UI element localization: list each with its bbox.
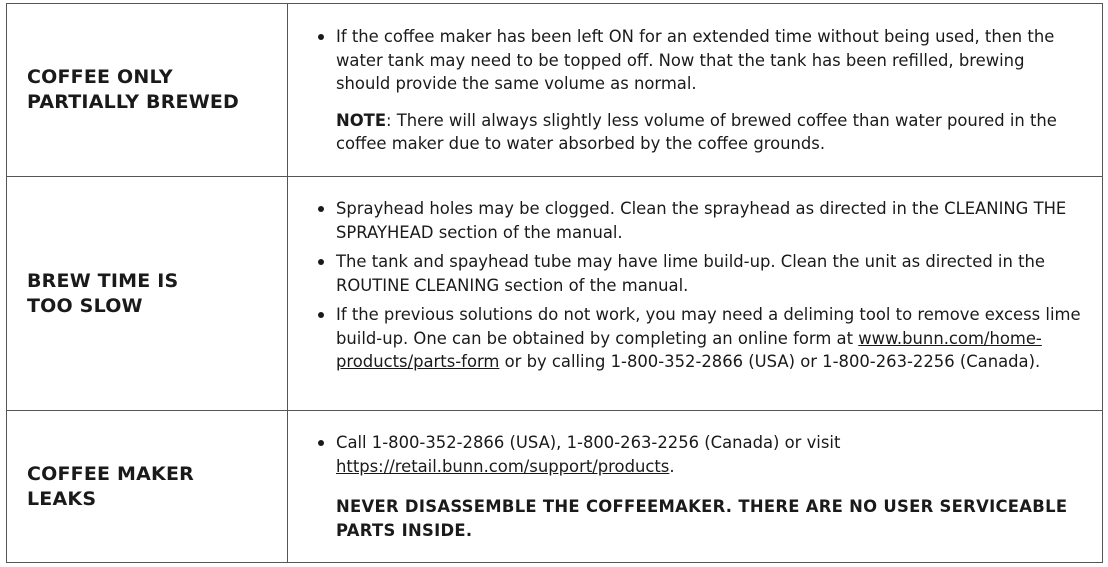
solution-list — [316, 431, 1082, 478]
bullet-text: or by calling 1-800-352-2866 (USA) or 1-800-263-2256 (Canada). — [499, 352, 1041, 371]
solution-cell — [288, 411, 1102, 562]
warning-text: NEVER DISASSEMBLE THE COFFEEMAKER. THERE ARE NO USER SERVICEABLE PARTS INSIDE. — [336, 497, 1068, 540]
solution-bullet — [316, 431, 1082, 478]
table-row-leaks — [7, 411, 1102, 562]
problem-label-line1: BREW TIME IS — [27, 269, 179, 292]
table-row-brew-time-slow — [7, 177, 1102, 411]
bullet-text: If the previous solutions do not work, you may need a deliming tool to remove excess lime build-up. One can be obtained by completing an online form at — [336, 305, 1081, 348]
bullet-text: . — [669, 456, 675, 476]
problem-cell — [7, 177, 288, 410]
problem-cell — [7, 411, 288, 562]
support-products-link[interactable]: https://retail.bunn.com/support/products — [336, 456, 670, 476]
problem-label-line2: LEAKS — [27, 487, 97, 510]
solution-cell — [288, 177, 1102, 410]
note-text — [316, 109, 1082, 156]
note-body: : There will always slightly less volume of brewed coffee than water poured in the coffee maker due to water absorbed by the coffee grounds. — [336, 110, 1057, 153]
problem-label-line1: COFFEE MAKER — [27, 462, 194, 485]
note-label: NOTE — [336, 110, 387, 130]
problem-label-line2: TOO SLOW — [27, 294, 143, 317]
solution-bullet — [316, 303, 1082, 374]
solution-bullet: Sprayhead holes may be clogged. Clean the sprayhead as directed in the CLEANING THE SPRAYHEAD section of the manual. — [316, 197, 1082, 244]
bullet-text: Call 1-800-352-2866 (USA), 1-800-263-2256 (Canada) or visit — [336, 433, 841, 452]
solution-list — [316, 197, 1082, 374]
solution-bullet: The tank and spayhead tube may have lime build-up. Clean the unit as directed in the ROUTINE CLEANING section of the manual. — [316, 250, 1082, 297]
parts-form-link[interactable]: www.bunn.com/home-products/parts-form — [336, 328, 1042, 371]
troubleshooting-table — [6, 3, 1103, 563]
problem-label-line1: COFFEE ONLY — [27, 66, 173, 88]
table-row-partially-brewed — [7, 4, 1102, 177]
problem-cell — [7, 4, 288, 176]
solution-bullet: If the coffee maker has been left ON for an extended time without being used, then the water tank may need to be topped off. Now that the tank has been refilled, brewing should provide the same volume as normal. — [316, 25, 1082, 96]
solution-list — [316, 25, 1082, 96]
solution-cell — [288, 4, 1102, 176]
problem-label-line2: PARTIALLY BREWED — [27, 91, 240, 113]
